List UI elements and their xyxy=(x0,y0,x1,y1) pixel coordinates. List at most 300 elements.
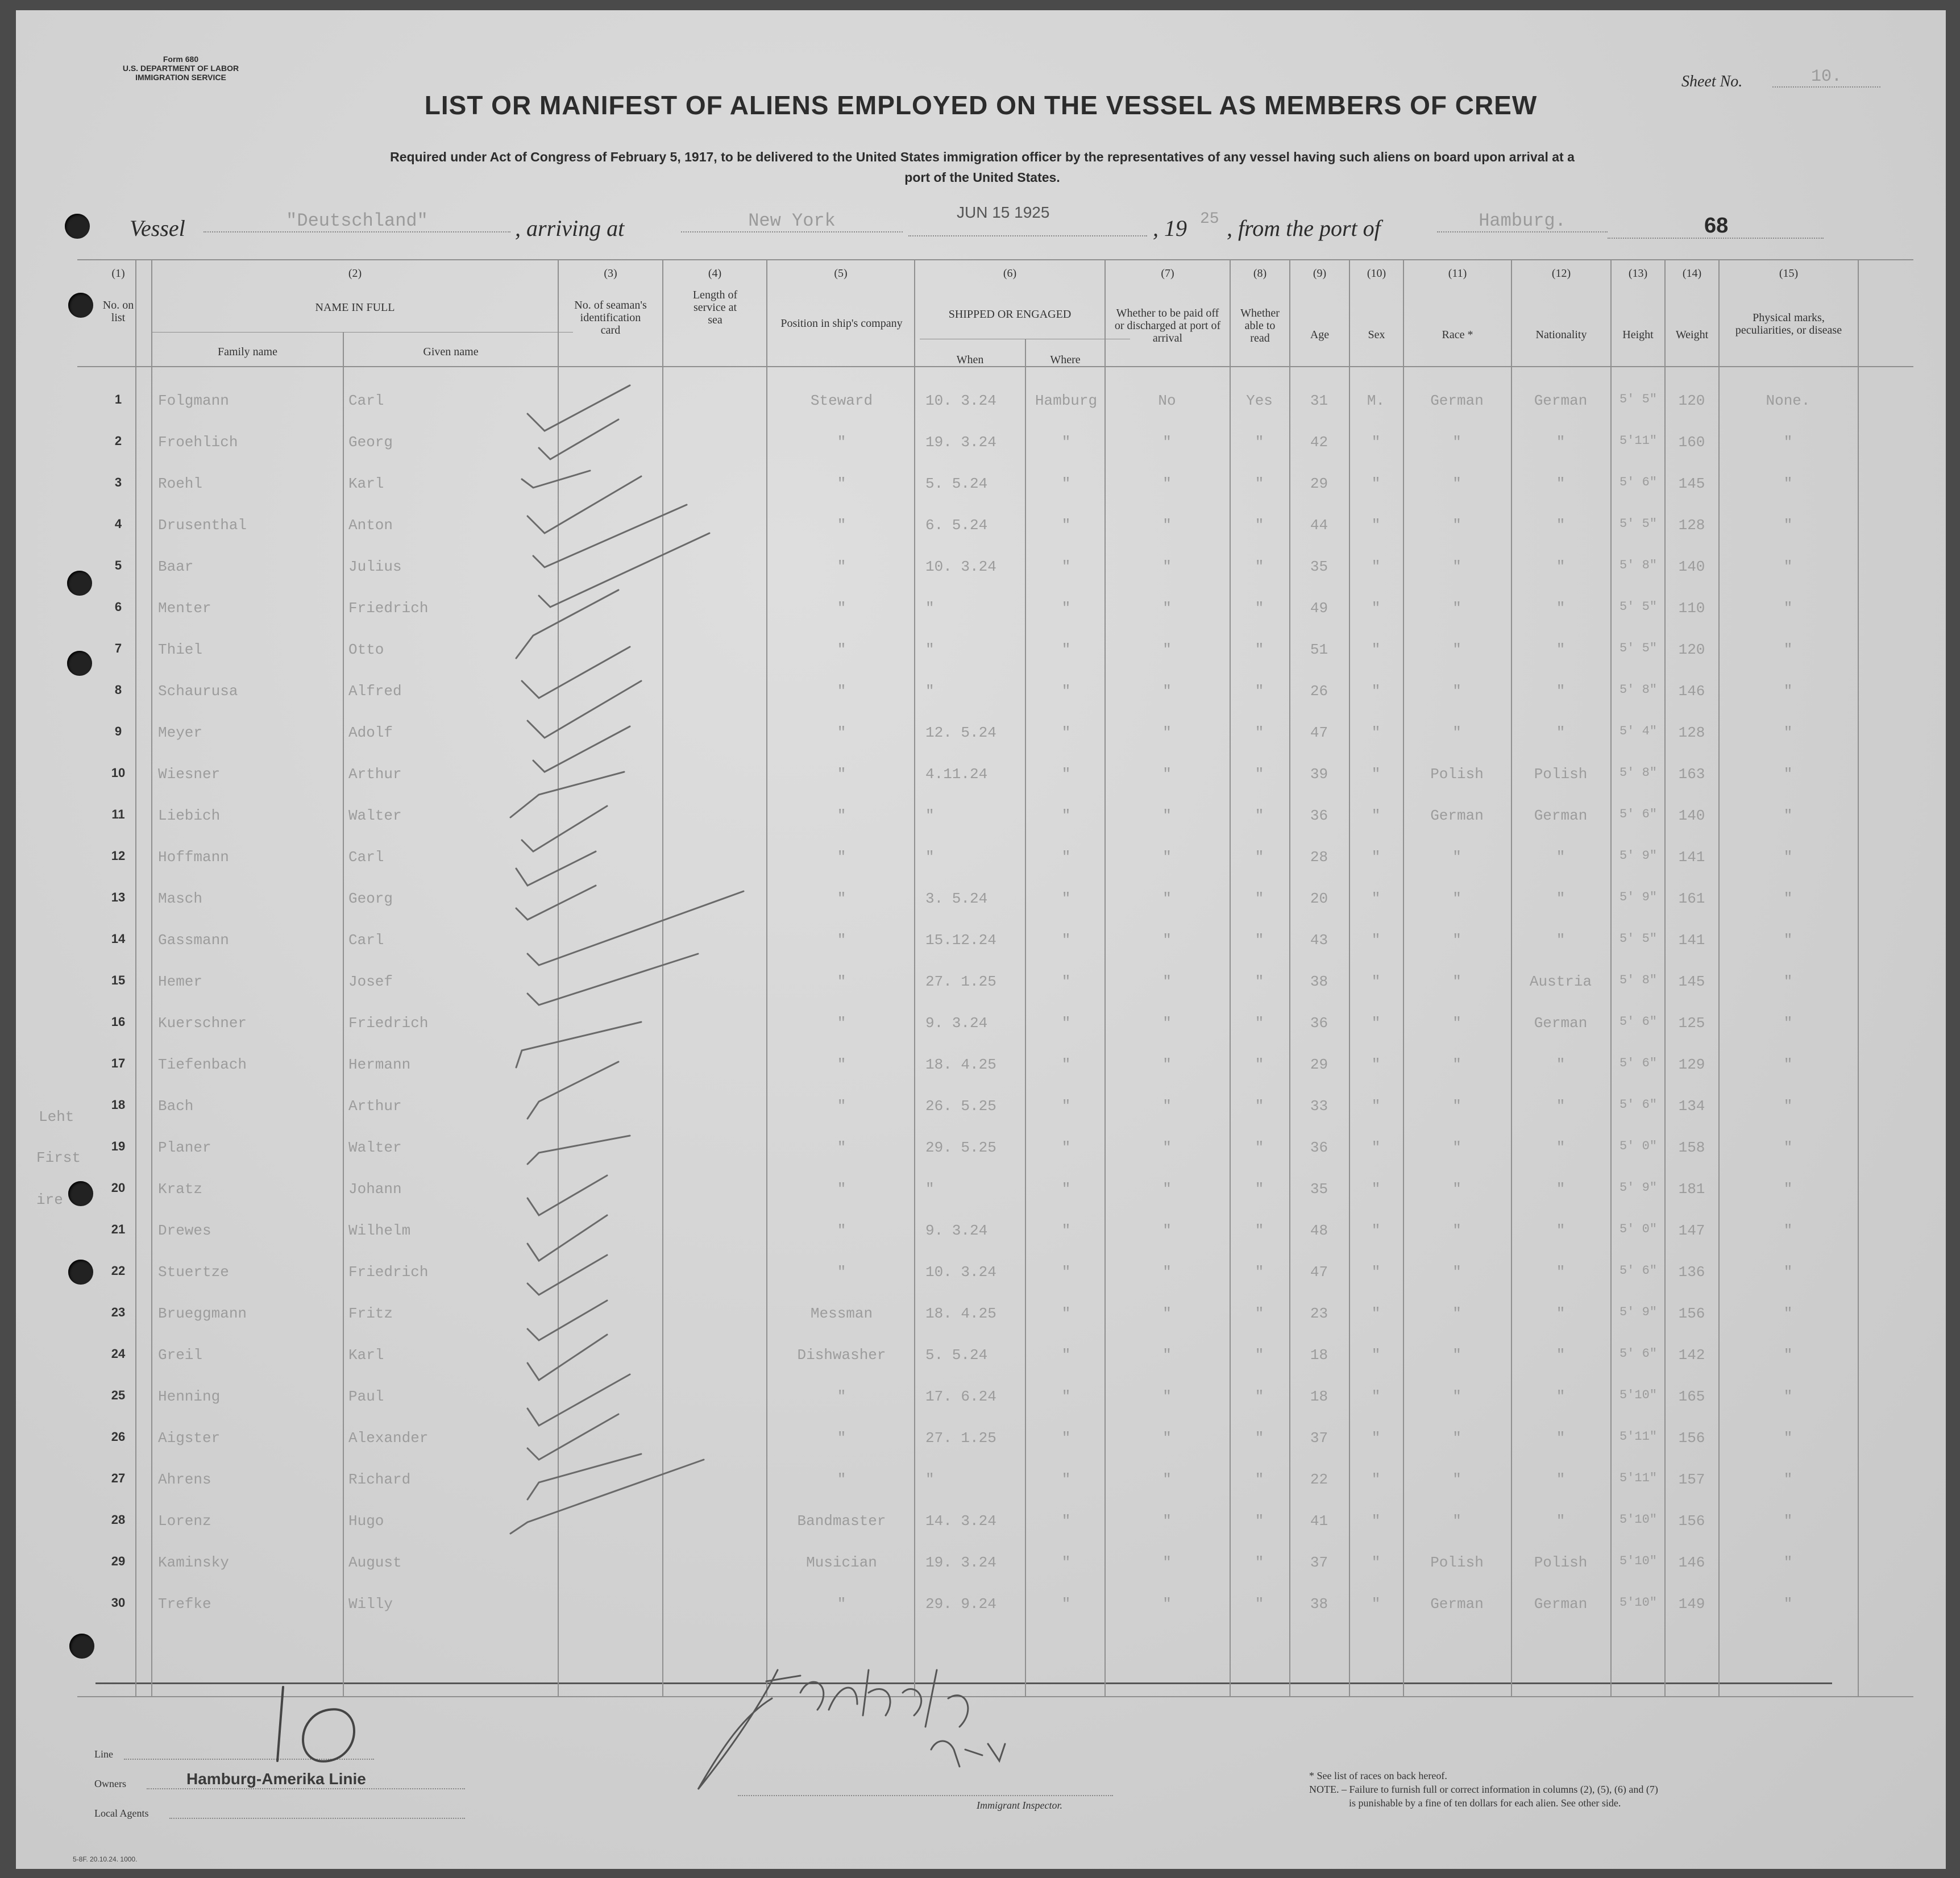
height: 5'10" xyxy=(1619,1596,1657,1610)
nationality: Polish xyxy=(1534,766,1588,783)
race: German xyxy=(1430,392,1484,409)
row-number: 29 xyxy=(111,1554,126,1568)
given-name: Georg xyxy=(348,434,393,451)
row-number: 23 xyxy=(111,1305,126,1319)
paid-off: " xyxy=(1162,1264,1172,1281)
row-number: 10 xyxy=(111,766,126,780)
able-to-read: " xyxy=(1255,1015,1264,1032)
shipped-when: 10. 3.24 xyxy=(925,558,996,575)
table-row xyxy=(16,1127,1946,1168)
physical-marks: " xyxy=(1783,932,1793,949)
sex: " xyxy=(1371,932,1381,949)
shipped-where: " xyxy=(1061,1139,1071,1156)
weight: 120 xyxy=(1678,392,1705,409)
able-to-read: " xyxy=(1255,1554,1264,1571)
race: " xyxy=(1452,1388,1461,1405)
weight: 156 xyxy=(1678,1305,1705,1322)
shipped-where: " xyxy=(1061,1181,1071,1198)
weight: 147 xyxy=(1678,1222,1705,1239)
table-row xyxy=(16,961,1946,1002)
weight: 156 xyxy=(1678,1430,1705,1447)
table-row xyxy=(16,1417,1946,1459)
col4-header: Length of service at sea xyxy=(692,289,738,326)
col1-header: No. on list xyxy=(102,299,134,324)
physical-marks: " xyxy=(1783,1430,1793,1447)
shipped-where: " xyxy=(1061,1347,1071,1364)
able-to-read: " xyxy=(1255,849,1264,866)
subtitle-line-2: port of the United States. xyxy=(904,170,1060,185)
given-name: Walter xyxy=(348,1139,402,1156)
weight: 125 xyxy=(1678,1015,1705,1032)
col10-header: Sex xyxy=(1368,329,1385,341)
race: " xyxy=(1452,434,1461,451)
able-to-read: " xyxy=(1255,1056,1264,1073)
table-row xyxy=(16,380,1946,421)
table-row xyxy=(16,1293,1946,1334)
paid-off: " xyxy=(1162,1554,1172,1571)
paid-off: " xyxy=(1162,932,1172,949)
row-number: 20 xyxy=(111,1181,126,1195)
arriving-label: , arriving at xyxy=(515,215,625,241)
race: Polish xyxy=(1430,766,1484,783)
subtitle-line-1: Required under Act of Congress of February 5, 1917, to be delivered to the United States immigration officer by the representatives of any vessel having such aliens on board upon arrival at a xyxy=(390,149,1575,164)
race: Polish xyxy=(1430,1554,1484,1571)
race: " xyxy=(1452,1513,1461,1530)
able-to-read: " xyxy=(1255,1471,1264,1488)
height: 5' 0" xyxy=(1619,1139,1657,1153)
sex: " xyxy=(1371,1222,1381,1239)
position: " xyxy=(837,1222,846,1239)
nationality: " xyxy=(1556,434,1565,451)
given-name: Georg xyxy=(348,890,393,907)
date-underline xyxy=(908,235,1147,236)
crew-table-body xyxy=(16,380,1946,1676)
race: German xyxy=(1430,807,1484,824)
table-row xyxy=(16,1044,1946,1085)
weight: 146 xyxy=(1678,683,1705,700)
shipped-where: " xyxy=(1061,1222,1071,1239)
given-name: Friedrich xyxy=(348,1015,429,1032)
position: " xyxy=(837,932,846,949)
able-to-read: " xyxy=(1255,434,1264,451)
family-name: Aigster xyxy=(158,1430,221,1447)
sex: " xyxy=(1371,1056,1381,1073)
shipped-where: " xyxy=(1061,1264,1071,1281)
nationality: " xyxy=(1556,1347,1565,1364)
shipped-where: " xyxy=(1061,1388,1071,1405)
nationality: " xyxy=(1556,724,1565,741)
paid-off: " xyxy=(1162,475,1172,492)
row-number: 17 xyxy=(111,1056,126,1070)
position: " xyxy=(837,849,846,866)
shipped-when: 19. 3.24 xyxy=(925,1554,996,1571)
position: " xyxy=(837,641,846,658)
given-name: Carl xyxy=(348,392,384,409)
age: 29 xyxy=(1310,475,1328,492)
family-name: Planer xyxy=(158,1139,211,1156)
family-name: Thiel xyxy=(158,641,203,658)
able-to-read: " xyxy=(1255,1139,1264,1156)
race: " xyxy=(1452,1098,1461,1115)
physical-marks: " xyxy=(1783,641,1793,658)
table-row xyxy=(16,753,1946,795)
paid-off: " xyxy=(1162,849,1172,866)
shipped-where: " xyxy=(1061,558,1071,575)
paid-off: " xyxy=(1162,600,1172,617)
sex: " xyxy=(1371,1554,1381,1571)
position: " xyxy=(837,517,846,534)
position: " xyxy=(837,600,846,617)
race: " xyxy=(1452,1305,1461,1322)
race: " xyxy=(1452,683,1461,700)
position: Bandmaster xyxy=(797,1513,886,1530)
shipped-when: 18. 4.25 xyxy=(925,1305,996,1322)
sex: " xyxy=(1371,1015,1381,1032)
age: 38 xyxy=(1310,1596,1328,1613)
race: " xyxy=(1452,1181,1461,1198)
family-name: Kaminsky xyxy=(158,1554,229,1571)
given-name: Arthur xyxy=(348,1098,402,1115)
sex: " xyxy=(1371,558,1381,575)
height: 5' 5" xyxy=(1619,517,1657,531)
height: 5' 9" xyxy=(1619,849,1657,863)
table-row xyxy=(16,629,1946,670)
shipped-when: 29. 5.25 xyxy=(925,1139,996,1156)
sex: " xyxy=(1371,766,1381,783)
weight: 181 xyxy=(1678,1181,1705,1198)
table-row xyxy=(16,712,1946,753)
shipped-where: " xyxy=(1061,1471,1071,1488)
paid-off: " xyxy=(1162,683,1172,700)
shipped-when: 4.11.24 xyxy=(925,766,988,783)
family-name: Froehlich xyxy=(158,434,238,451)
weight: 129 xyxy=(1678,1056,1705,1073)
family-name: Roehl xyxy=(158,475,203,492)
department-name: U.S. DEPARTMENT OF LABOR xyxy=(122,64,239,73)
race: " xyxy=(1452,1430,1461,1447)
shipped-when: 5. 5.24 xyxy=(925,1347,988,1364)
nationality: " xyxy=(1556,475,1565,492)
local-agents-label: Local Agents xyxy=(94,1808,149,1819)
paid-off: " xyxy=(1162,1513,1172,1530)
col6-number: (6) xyxy=(1003,267,1017,280)
penalty-note-line-1: NOTE. – Failure to furnish full or correct information in columns (2), (5), (6) and (7) xyxy=(1309,1784,1658,1795)
owners-underline xyxy=(147,1788,465,1789)
race: " xyxy=(1452,1056,1461,1073)
height: 5' 6" xyxy=(1619,1056,1657,1070)
physical-marks: " xyxy=(1783,1056,1793,1073)
row-number: 21 xyxy=(111,1222,126,1236)
shipped-where: " xyxy=(1061,766,1071,783)
shipped-when: 27. 1.25 xyxy=(925,973,996,990)
col1-number: (1) xyxy=(111,267,125,280)
paid-off: " xyxy=(1162,1596,1172,1613)
name-subheader-rule xyxy=(152,332,573,333)
physical-marks: " xyxy=(1783,1513,1793,1530)
table-row xyxy=(16,1210,1946,1251)
physical-marks: " xyxy=(1783,1305,1793,1322)
family-name: Baar xyxy=(158,558,194,575)
col12-header: Nationality xyxy=(1535,329,1587,341)
shipped-when: 18. 4.25 xyxy=(925,1056,996,1073)
race: " xyxy=(1452,517,1461,534)
manifest-number: 68 xyxy=(1704,214,1729,238)
age: 35 xyxy=(1310,1181,1328,1198)
owners-stamp: Hamburg-Amerika Linie xyxy=(186,1770,366,1788)
given-name: Friedrich xyxy=(348,1264,429,1281)
inspector-underline xyxy=(738,1795,1113,1796)
position: " xyxy=(837,973,846,990)
given-name: Paul xyxy=(348,1388,384,1405)
position: " xyxy=(837,1139,846,1156)
paid-off: " xyxy=(1162,1056,1172,1073)
family-name: Kratz xyxy=(158,1181,203,1198)
position: " xyxy=(837,1430,846,1447)
given-name: Anton xyxy=(348,517,393,534)
family-name: Drewes xyxy=(158,1222,211,1239)
height: 5' 8" xyxy=(1619,558,1657,572)
col4-number: (4) xyxy=(708,267,722,280)
shipped-when: 9. 3.24 xyxy=(925,1015,988,1032)
owners-label: Owners xyxy=(94,1778,126,1789)
col14-header: Weight xyxy=(1675,329,1709,341)
position: " xyxy=(837,558,846,575)
paid-off: " xyxy=(1162,1347,1172,1364)
able-to-read: " xyxy=(1255,1596,1264,1613)
race: " xyxy=(1452,890,1461,907)
nationality: " xyxy=(1556,1222,1565,1239)
age: 20 xyxy=(1310,890,1328,907)
weight: 157 xyxy=(1678,1471,1705,1488)
nationality: " xyxy=(1556,1056,1565,1073)
sex: " xyxy=(1371,1471,1381,1488)
position: " xyxy=(837,1056,846,1073)
sex: " xyxy=(1371,1305,1381,1322)
given-name: Hermann xyxy=(348,1056,411,1073)
nationality: " xyxy=(1556,1305,1565,1322)
race: " xyxy=(1452,932,1461,949)
nationality: German xyxy=(1534,392,1588,409)
able-to-read: " xyxy=(1255,766,1264,783)
col6-when-header: When xyxy=(956,354,984,366)
given-name: August xyxy=(348,1554,402,1571)
position: Steward xyxy=(810,392,873,409)
weight: 145 xyxy=(1678,475,1705,492)
age: 22 xyxy=(1310,1471,1328,1488)
shipped-when: 26. 5.25 xyxy=(925,1098,996,1115)
position: " xyxy=(837,1596,846,1613)
sheet-number-value: 10. xyxy=(1772,67,1880,88)
family-name: Meyer xyxy=(158,724,203,741)
height: 5' 0" xyxy=(1619,1222,1657,1236)
row-number: 27 xyxy=(111,1471,126,1485)
height: 5' 6" xyxy=(1619,1098,1657,1112)
given-name: Johann xyxy=(348,1181,402,1198)
sex: " xyxy=(1371,724,1381,741)
paid-off: " xyxy=(1162,766,1172,783)
paid-off: " xyxy=(1162,517,1172,534)
margin-note: First xyxy=(36,1149,81,1166)
row-number: 12 xyxy=(111,849,126,863)
nationality: German xyxy=(1534,1015,1588,1032)
able-to-read: " xyxy=(1255,890,1264,907)
family-name: Masch xyxy=(158,890,203,907)
position: " xyxy=(837,890,846,907)
physical-marks: " xyxy=(1783,1471,1793,1488)
col11-number: (11) xyxy=(1448,267,1467,280)
age: 33 xyxy=(1310,1098,1328,1115)
nationality: " xyxy=(1556,1513,1565,1530)
position: " xyxy=(837,434,846,451)
sex: " xyxy=(1371,1264,1381,1281)
page-title: LIST OR MANIFEST OF ALIENS EMPLOYED ON THE VESSEL AS MEMBERS OF CREW xyxy=(424,90,1538,120)
col7-number: (7) xyxy=(1161,267,1174,280)
shipped-when: 10. 3.24 xyxy=(925,392,996,409)
family-name: Wiesner xyxy=(158,766,221,783)
penalty-note-line-2: is punishable by a fine of ten dollars for each alien. See other side. xyxy=(1349,1797,1621,1809)
age: 35 xyxy=(1310,558,1328,575)
sex: " xyxy=(1371,517,1381,534)
weight: 128 xyxy=(1678,724,1705,741)
shipped-when: 5. 5.24 xyxy=(925,475,988,492)
able-to-read: " xyxy=(1255,1305,1264,1322)
age: 47 xyxy=(1310,724,1328,741)
physical-marks: " xyxy=(1783,849,1793,866)
shipped-when: " xyxy=(925,1181,935,1198)
row-number: 15 xyxy=(111,973,126,987)
height: 5' 8" xyxy=(1619,683,1657,697)
shipped-where: " xyxy=(1061,973,1071,990)
row-number: 8 xyxy=(114,683,122,697)
nationality: " xyxy=(1556,1388,1565,1405)
shipped-when: 15.12.24 xyxy=(925,932,996,949)
physical-marks: " xyxy=(1783,1388,1793,1405)
weight: 160 xyxy=(1678,434,1705,451)
age: 18 xyxy=(1310,1388,1328,1405)
age: 28 xyxy=(1310,849,1328,866)
weight: 161 xyxy=(1678,890,1705,907)
nationality: German xyxy=(1534,1596,1588,1613)
punch-hole xyxy=(65,214,90,239)
shipped-where: " xyxy=(1061,1015,1071,1032)
table-row xyxy=(16,1002,1946,1044)
paid-off: " xyxy=(1162,1139,1172,1156)
age: 36 xyxy=(1310,1015,1328,1032)
height: 5' 5" xyxy=(1619,932,1657,946)
col14-number: (14) xyxy=(1682,267,1702,280)
punch-hole xyxy=(68,293,93,318)
from-port: Hamburg. xyxy=(1437,210,1608,232)
table-top-rule xyxy=(77,259,1913,260)
age: 49 xyxy=(1310,600,1328,617)
height: 5'10" xyxy=(1619,1513,1657,1527)
physical-marks: " xyxy=(1783,1264,1793,1281)
service-name: IMMIGRATION SERVICE xyxy=(135,73,226,82)
shipped-where: " xyxy=(1061,600,1071,617)
physical-marks: " xyxy=(1783,600,1793,617)
able-to-read: " xyxy=(1255,973,1264,990)
row-number: 19 xyxy=(111,1139,126,1153)
shipped-where: " xyxy=(1061,1554,1071,1571)
age: 39 xyxy=(1310,766,1328,783)
col5-number: (5) xyxy=(834,267,848,280)
weight: 163 xyxy=(1678,766,1705,783)
able-to-read: " xyxy=(1255,1430,1264,1447)
position: " xyxy=(837,1388,846,1405)
age: 41 xyxy=(1310,1513,1328,1530)
given-name: Josef xyxy=(348,973,393,990)
position: " xyxy=(837,807,846,824)
able-to-read: " xyxy=(1255,475,1264,492)
races-note: * See list of races on back hereof. xyxy=(1309,1770,1447,1781)
given-name: Alexander xyxy=(348,1430,429,1447)
family-name: Hoffmann xyxy=(158,849,229,866)
age: 44 xyxy=(1310,517,1328,534)
physical-marks: " xyxy=(1783,434,1793,451)
weight: 165 xyxy=(1678,1388,1705,1405)
table-row xyxy=(16,504,1946,546)
nationality: " xyxy=(1556,1264,1565,1281)
physical-marks: " xyxy=(1783,1554,1793,1571)
col9-header: Age xyxy=(1310,329,1330,341)
year-label: , 19 xyxy=(1153,215,1187,241)
position: " xyxy=(837,1471,846,1488)
shipped-where: " xyxy=(1061,932,1071,949)
col2-number: (2) xyxy=(348,267,362,280)
family-name: Tiefenbach xyxy=(158,1056,247,1073)
shipped-where: " xyxy=(1061,1056,1071,1073)
age: 51 xyxy=(1310,641,1328,658)
row-number: 26 xyxy=(111,1430,126,1444)
table-row xyxy=(16,1251,1946,1293)
from-port-label: , from the port of xyxy=(1227,215,1381,241)
physical-marks: " xyxy=(1783,1222,1793,1239)
row-number: 5 xyxy=(114,558,122,572)
sex: " xyxy=(1371,1098,1381,1115)
height: 5' 8" xyxy=(1619,766,1657,780)
height: 5'11" xyxy=(1619,1471,1657,1485)
row-number: 16 xyxy=(111,1015,126,1029)
position: " xyxy=(837,475,846,492)
height: 5' 5" xyxy=(1619,600,1657,614)
col13-number: (13) xyxy=(1628,267,1648,280)
sex: " xyxy=(1371,1513,1381,1530)
col15-header: Physical marks, peculiarities, or disease xyxy=(1735,311,1842,336)
family-name: Liebich xyxy=(158,807,221,824)
given-name: Otto xyxy=(348,641,384,658)
height: 5' 4" xyxy=(1619,724,1657,738)
manifest-sheet xyxy=(16,10,1946,1869)
paid-off: " xyxy=(1162,1430,1172,1447)
col10-number: (10) xyxy=(1367,267,1386,280)
able-to-read: " xyxy=(1255,1181,1264,1198)
sex: " xyxy=(1371,683,1381,700)
page-subtitle xyxy=(95,147,1869,188)
col15-number: (15) xyxy=(1779,267,1799,280)
position: " xyxy=(837,1181,846,1198)
row-number: 1 xyxy=(114,392,122,406)
shipped-where: " xyxy=(1061,1305,1071,1322)
given-name: Willy xyxy=(348,1596,393,1613)
paid-off: " xyxy=(1162,973,1172,990)
weight: 136 xyxy=(1678,1264,1705,1281)
able-to-read: " xyxy=(1255,1513,1264,1530)
able-to-read: " xyxy=(1255,600,1264,617)
col13-header: Height xyxy=(1622,329,1654,341)
race: " xyxy=(1452,724,1461,741)
able-to-read: " xyxy=(1255,1388,1264,1405)
able-to-read: " xyxy=(1255,683,1264,700)
